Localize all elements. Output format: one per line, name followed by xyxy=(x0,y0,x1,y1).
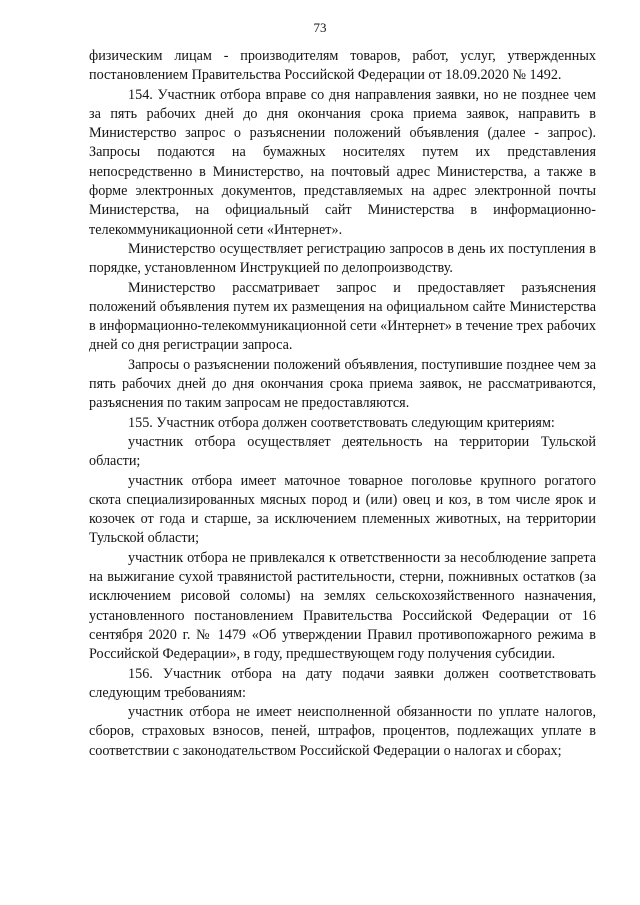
criterion-fire-safety: участник отбора не привлекался к ответственности за несоблюдение запрета на выжигание сухой травянистой растительности, стерни, пожнивных остатков (за исключением рисовой соломы) на землях сельскохозяйственного назначения, установленного постановлением Правительства Российской Федерации от 16 сентября 2020 г. № 1479 «Об утверждении Правил противопожарного режима в Российской Федерации», в году, предшествующем году получения субсидии. xyxy=(89,549,596,663)
criterion-livestock: участник отбора имеет маточное товарное поголовье крупного рогатого скота специализированных мясных пород и (или) овец и коз, в том числе ярок и козочек от года и старше, за исключением племенных животных, на территории Тульской области; xyxy=(89,472,596,547)
paragraph-continuation: физическим лицам - производителям товаров, работ, услуг, утвержденных постановлением Правительства Российской Федерации от 18.09.2020 № 1492. xyxy=(89,48,596,84)
paragraph-156: 156. Участник отбора на дату подачи заявки должен соответствовать следующим требованиям: xyxy=(89,665,596,701)
paragraph-155: 155. Участник отбора должен соответствовать следующим критериям: xyxy=(128,414,555,431)
paragraph-clarification: Министерство рассматривает запрос и предоставляет разъяснения положений объявления путем их размещения на официальном сайте Министерства в информационно-телекоммуникационной сети «Интернет» в течение трех рабочих дней со дня регистрации запроса. xyxy=(89,279,596,354)
paragraph-154: 154. Участник отбора вправе со дня направления заявки, но не позднее чем за пять рабочих дней до дня окончания срока приема заявок, направить в Министерство запрос о разъяснении положений объявления (далее - запрос). Запросы подаются на бумажных носителях путем их представления непосредственно в Министерство, на почтовый адрес Министерства, а также в форме электронных документов, представляемых на адрес электронной почты Министерства, на официальный сайт Министерства в информационно-телекоммуникационной сети «Интернет». xyxy=(89,86,596,238)
paragraph-registration: Министерство осуществляет регистрацию запросов в день их поступления в порядке, установленном Инструкцией по делопроизводству. xyxy=(89,240,596,277)
criterion-territory: участник отбора осуществляет деятельность на территории Тульской области; xyxy=(89,433,596,470)
page-number: 73 xyxy=(313,20,327,35)
requirement-taxes: участник отбора не имеет неисполненной обязанности по уплате налогов, сборов, страховых взносов, пеней, штрафов, процентов, подлежащих уплате в соответствии с законодательством Российской Федерации о налогах и сборах; xyxy=(89,704,596,759)
document-body xyxy=(89,47,596,761)
paragraph-late-requests: Запросы о разъяснении положений объявления, поступившие позднее чем за пять рабочих дней до дня окончания срока приема заявок, не рассматриваются, разъяснения по таким запросам не предоставляются. xyxy=(89,356,596,412)
